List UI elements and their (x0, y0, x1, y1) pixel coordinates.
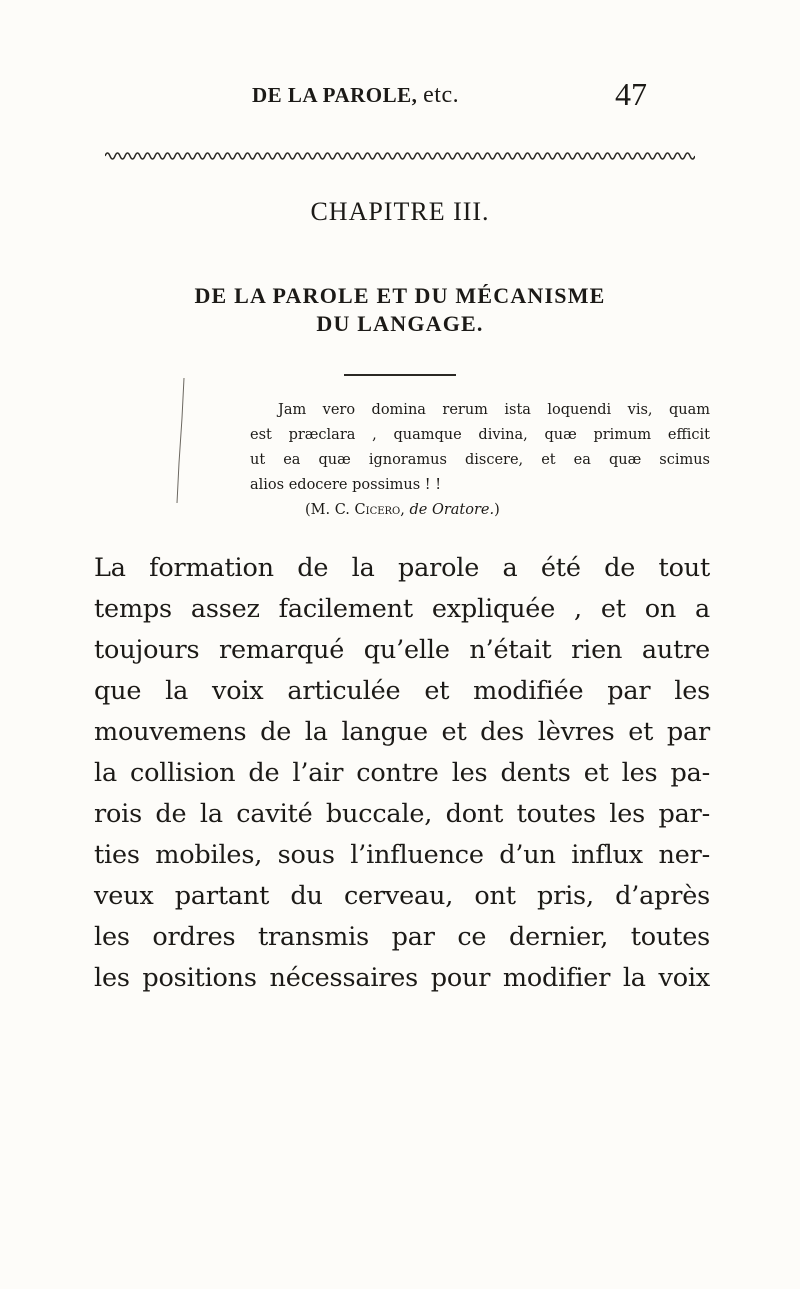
body-line: La formation de la parole a été de tout (94, 553, 710, 583)
epigraph-line: alios edocere possimus ! ! (250, 477, 442, 493)
chapter-title: CHAPITRE III. (310, 197, 490, 226)
body-line: rois de la cavité buccale, dont toutes les par- (94, 799, 710, 829)
attribution-suffix: ) (494, 502, 500, 518)
epigraph-line: ut ea quæ ignoramus discere, et ea quæ scimus (250, 452, 710, 468)
body-line: temps assez facilement expliquée , et on a (94, 594, 710, 624)
epigraph-line: Jam vero domina rerum ista loquendi vis, quam (278, 402, 710, 418)
body-line: veux partant du cerveau, ont pris, d’après (94, 881, 710, 911)
body-line: que la voix articulée et modifiée par les (94, 676, 710, 706)
running-title (252, 82, 459, 109)
epigraph-attribution: (M. C. Cicero, de Oratore.) (305, 502, 500, 518)
running-title-etc: etc. (423, 82, 460, 108)
attribution-work: de Oratore. (409, 502, 495, 518)
subtitle-line: DE LA PAROLE ET DU MÉCANISME (194, 283, 606, 308)
body-line: toujours remarqué qu’elle n’était rien autre (94, 635, 710, 665)
body-paragraph (94, 548, 710, 999)
body-line: les positions nécessaires pour modifier la voix (94, 963, 710, 993)
body-line: la collision de l’air contre les dents et les pa- (94, 758, 710, 788)
chapter-subtitle (0, 282, 800, 338)
page-number: 47 (615, 76, 647, 112)
running-head (0, 78, 800, 114)
margin-pencil-mark (176, 378, 186, 503)
body-line: mouvemens de la langue et des lèvres et par (94, 717, 710, 747)
decorative-wave-rule (105, 150, 695, 162)
running-title-text: DE LA PAROLE, (252, 83, 418, 107)
subtitle-line: DU LANGAGE. (316, 311, 484, 336)
attribution-author: Cicero (354, 502, 401, 518)
body-line: ties mobiles, sous l’influence d’un influx ner- (94, 840, 710, 870)
body-line: les ordres transmis par ce dernier, toutes (94, 922, 710, 952)
attribution-prefix: (M. C. (305, 502, 350, 518)
separator-rule (344, 374, 456, 376)
epigraph-line: est præclara , quamque divina, quæ primum efficit (250, 427, 710, 443)
